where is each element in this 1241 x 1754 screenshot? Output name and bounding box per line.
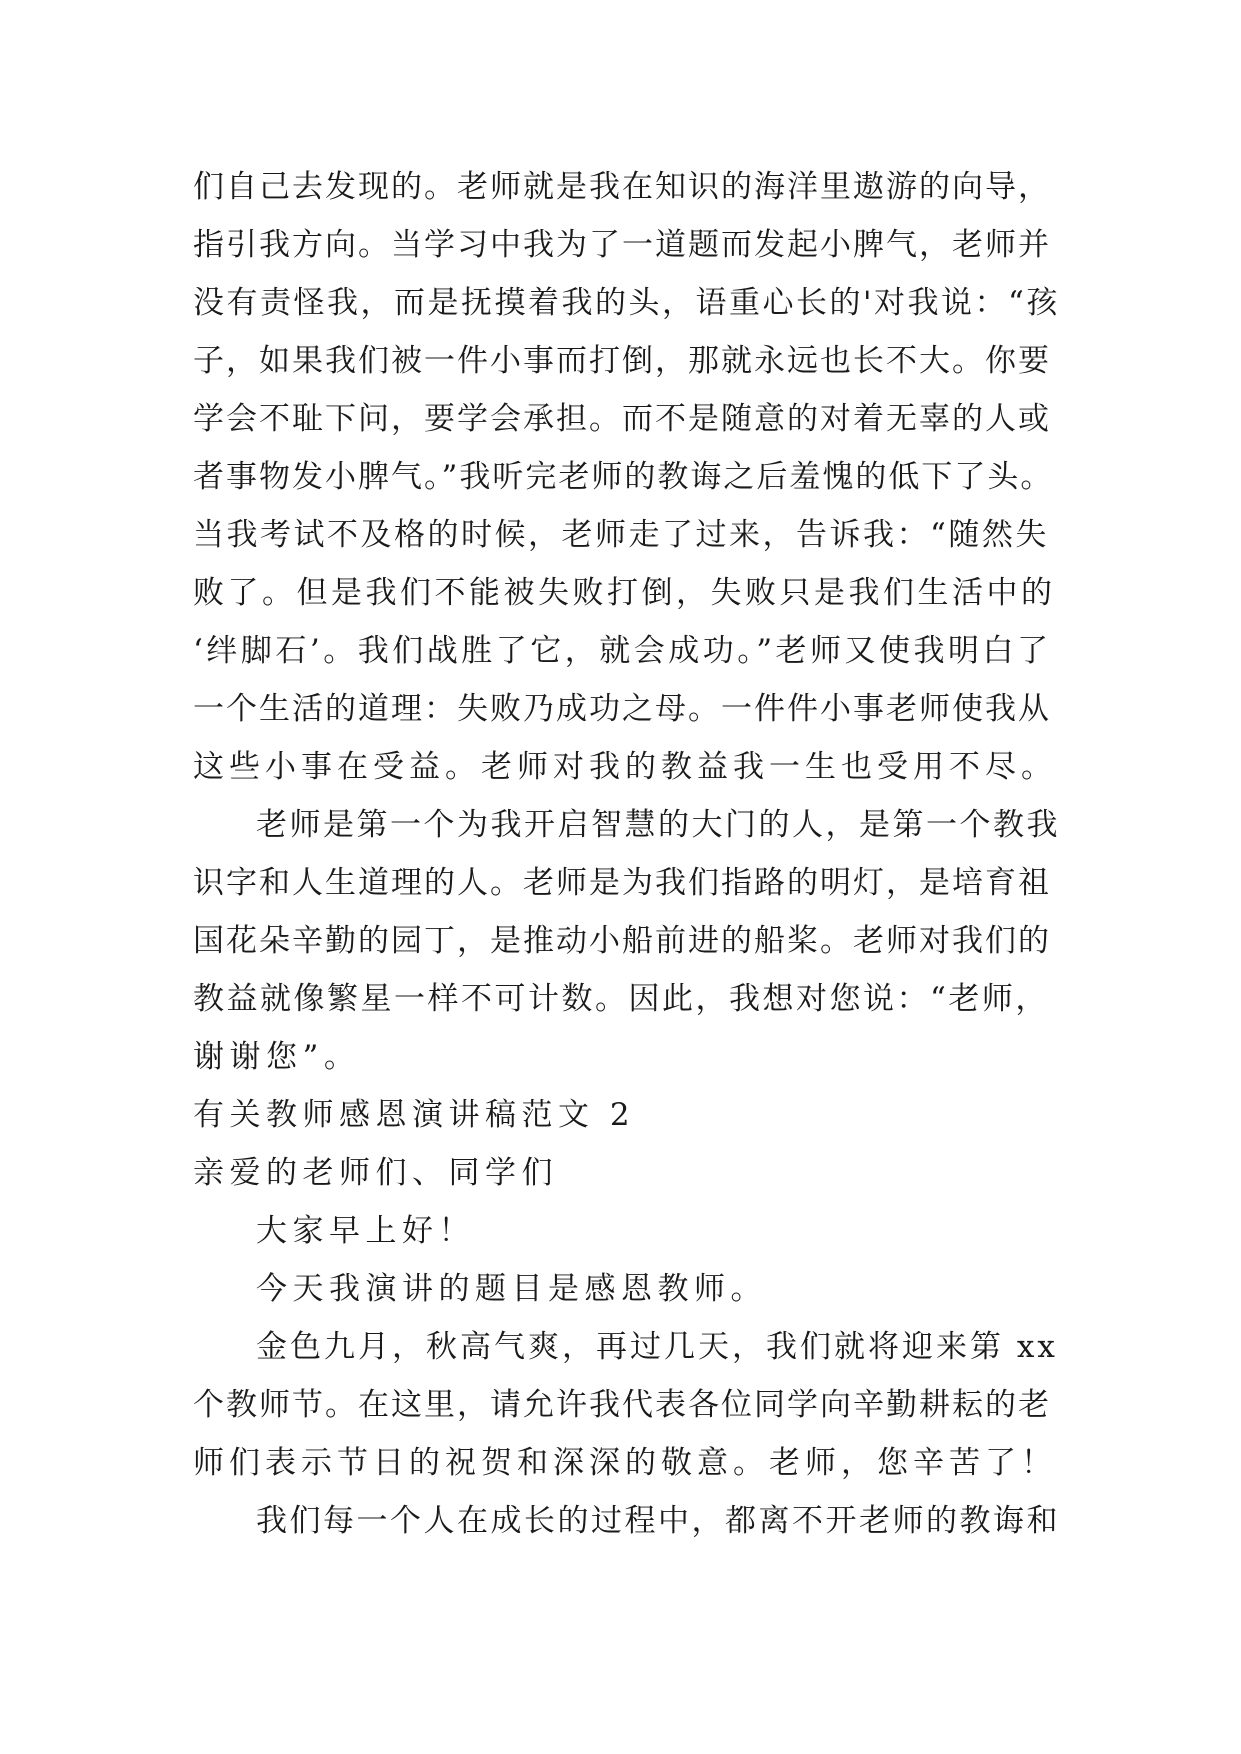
text-line: 个教师节。在这里，请允许我代表各位同学向辛勤耕耘的老 [193,1387,1051,1423]
text-line: 识字和人生道理的人。老师是为我们指路的明灯，是培育祖 [193,865,1051,901]
text-line: 子，如果我们被一件小事而打倒，那就永远也长不大。你要 [193,343,1051,379]
text-line: 教益就像繁星一样不可计数。因此，我想对您说：“老师， [193,981,1049,1017]
text-line: 者事物发小脾气。”我听完老师的教诲之后羞愧的低下了头。 [193,459,1054,495]
text-line: 一个生活的道理：失败乃成功之母。一件件小事老师使我从 [193,691,1051,727]
text-line: 败了。但是我们不能被失败打倒，失败只是我们生活中的 [193,575,1056,611]
greeting: 大家早上好！ [256,1213,475,1249]
text-line: 这些小事在受益。老师对我的教益我一生也受用不尽。 [193,749,1057,785]
salutation: 亲爱的老师们、同学们 [193,1155,558,1191]
text-line: 谢谢您”。 [193,1039,361,1075]
paragraph-first-line: 我们每一个人在成长的过程中，都离不开老师的教诲和 [256,1503,1060,1539]
paragraph-first-line: 老师是第一个为我开启智慧的大门的人，是第一个教我 [256,807,1060,843]
text-line: 国花朵辛勤的园丁，是推动小船前进的船桨。老师对我们的 [193,923,1051,959]
paragraph-first-line: 金色九月，秋高气爽，再过几天，我们就将迎来第 xx [256,1329,1058,1365]
paragraph-first-line: 今天我演讲的题目是感恩教师。 [256,1271,767,1307]
text-line: 学会不耻下问，要学会承担。而不是随意的对着无辜的人或 [193,401,1051,437]
text-line: 当我考试不及格的时候，老师走了过来，告诉我：“随然失 [193,517,1049,553]
text-line: 师们表示节日的祝贺和深深的敬意。老师，您辛苦了！ [193,1445,1057,1481]
text-line: 指引我方向。当学习中我为了一道题而发起小脾气，老师并 [193,227,1051,263]
section-heading: 有关教师感恩演讲稿范文 2 [193,1097,636,1133]
text-line: 们自己去发现的。老师就是我在知识的海洋里遨游的向导， [193,169,1051,205]
text-line: 没有责怪我，而是抚摸着我的头，语重心长的'对我说：“孩 [193,285,1060,321]
text-line: ‘绊脚石’。我们战胜了它，就会成功。”老师又使我明白了 [193,633,1052,669]
